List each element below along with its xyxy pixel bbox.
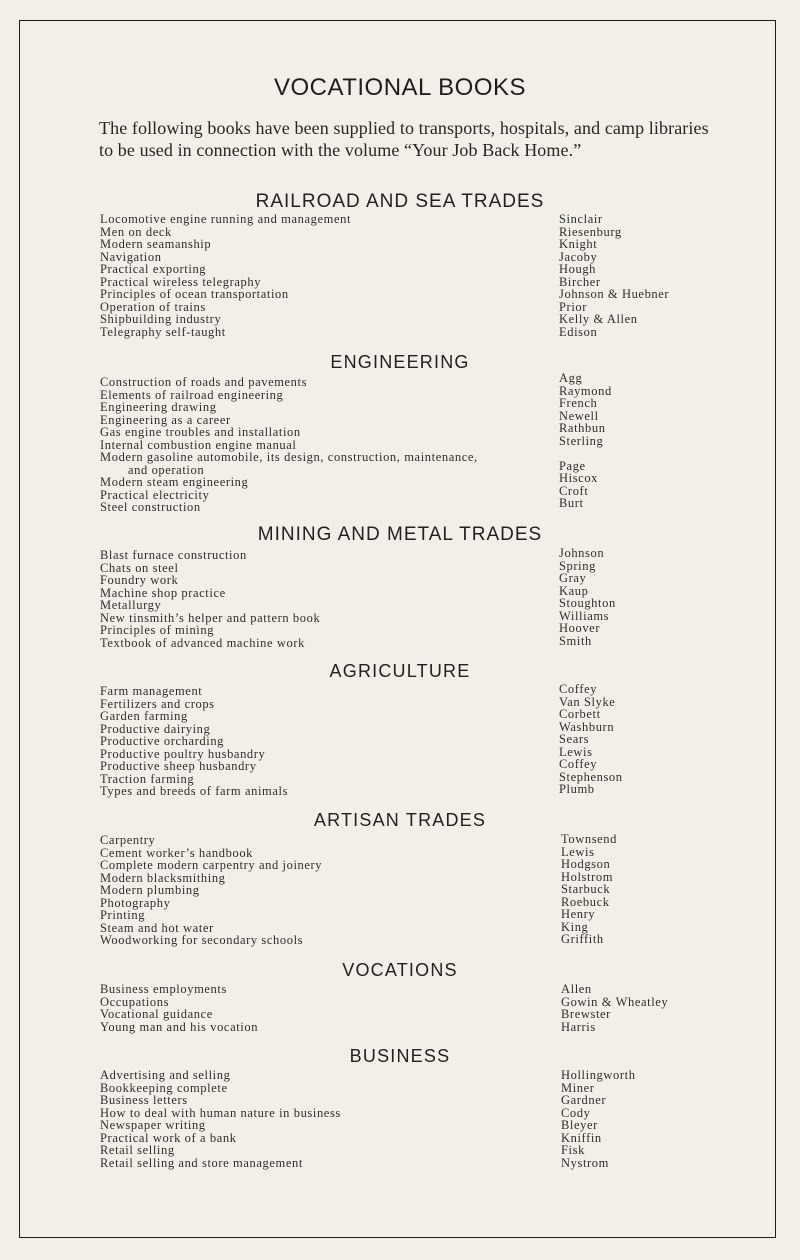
book-author: Johnson & Huebner [559, 287, 670, 301]
book-author: Hough [559, 262, 597, 276]
book-title-list [100, 1069, 540, 1169]
book-author: Corbett [559, 707, 601, 721]
book-author: Plumb [559, 782, 595, 796]
book-author: Van Slyke [559, 694, 616, 709]
book-author: Page [559, 458, 586, 473]
book-title: New tinsmith’s helper and pattern book [100, 610, 321, 625]
book-author: Kaup [559, 583, 589, 598]
book-title: Steel construction [100, 500, 201, 514]
book-title: Metallurgy [100, 598, 162, 612]
book-title: Advertising and selling [100, 1068, 231, 1082]
author-list [559, 547, 759, 647]
book-author: French [559, 396, 598, 410]
book-title: Modern steam engineering [100, 475, 249, 489]
book-title: Types and breeds of farm animals [100, 784, 289, 798]
book-title: Vocational guidance [100, 1007, 213, 1021]
book-author: Johnson [559, 546, 605, 560]
book-author: Agg [559, 371, 583, 385]
book-author: Griffith [561, 932, 604, 946]
book-title: Bookkeeping complete [100, 1080, 228, 1095]
book-title: Modern blacksmithing [100, 870, 226, 885]
book-title: Operation of trains [100, 299, 206, 314]
book-title: Locomotive engine running and management [100, 212, 352, 226]
book-title: Retail selling and store management [100, 1155, 303, 1170]
book-author: Brewster [561, 1007, 611, 1021]
intro-paragraph: The following books have been supplied to transports, hospitals, and camp libraries to be used in connection with the volume “Your Job Back Home.” [99, 118, 709, 160]
book-author: Croft [559, 483, 589, 498]
book-author: Kelly & Allen [559, 312, 638, 326]
book-author: Kniffin [561, 1130, 602, 1145]
section-heading-mining-and-metal-trades: MINING AND METAL TRADES [257, 524, 543, 545]
book-title-list [100, 549, 540, 649]
book-title: Elements of railroad engineering [100, 387, 284, 402]
section-heading-business: BUSINESS [349, 1046, 451, 1066]
book-author: Nystrom [561, 1155, 609, 1170]
book-author: Coffey [559, 757, 598, 771]
book-title: Machine shop practice [100, 585, 226, 600]
book-title: Productive orcharding [100, 734, 225, 748]
book-author: Prior [559, 299, 587, 314]
book-title: Productive sheep husbandry [100, 759, 257, 773]
book-author: Jacoby [559, 249, 598, 264]
author-list [559, 372, 759, 510]
book-author: Edison [559, 324, 598, 339]
book-title-list [100, 834, 540, 947]
book-author: Bleyer [561, 1118, 598, 1132]
book-author: Raymond [559, 383, 612, 398]
book-author: Williams [559, 608, 610, 623]
book-author: Newell [559, 408, 599, 423]
book-title-list [100, 213, 540, 338]
book-title: Farm management [100, 684, 203, 698]
book-title: Engineering drawing [100, 400, 217, 414]
book-author: Fisk [561, 1143, 585, 1157]
book-title: Woodworking for secondary schools [100, 933, 304, 947]
book-title: Young man and his vocation [100, 1019, 259, 1034]
book-author: Hodgson [561, 857, 611, 871]
book-title: Telegraphy self-taught [100, 324, 226, 339]
book-title: Newspaper writing [100, 1118, 206, 1132]
book-title: Construction of roads and pavements [100, 375, 308, 389]
book-title: How to deal with human nature in business [100, 1105, 341, 1120]
book-title: Gas engine troubles and installation [100, 425, 301, 439]
book-title: Internal combustion engine manual [100, 437, 297, 452]
book-author: Spring [559, 558, 596, 573]
book-title: Photography [100, 895, 171, 910]
book-author: Smith [559, 633, 592, 648]
book-title-list [100, 376, 500, 514]
book-title: Engineering as a career [100, 412, 231, 427]
book-author: Miner [561, 1080, 595, 1095]
book-author: Coffey [559, 682, 598, 696]
book-title: Principles of ocean transportation [100, 287, 289, 301]
book-title: Retail selling [100, 1143, 175, 1157]
book-author: Starbuck [561, 882, 611, 896]
book-author: Allen [561, 982, 592, 996]
book-author: Townsend [561, 832, 618, 846]
book-author: Lewis [559, 744, 593, 759]
book-author: Hoover [559, 621, 601, 635]
book-title: Business letters [100, 1093, 188, 1107]
book-title: Modern seamanship [100, 237, 212, 251]
book-author: Burt [559, 496, 584, 510]
book-title: Business employments [100, 982, 227, 996]
book-author: Lewis [561, 844, 595, 859]
page-title: VOCATIONAL BOOKS [273, 74, 527, 101]
book-title: Traction farming [100, 771, 195, 786]
book-title: Principles of mining [100, 623, 215, 637]
book-title-list [100, 685, 540, 798]
book-title: Men on deck [100, 224, 172, 239]
section-heading-engineering: ENGINEERING [330, 352, 470, 372]
book-author: Holstrom [561, 869, 614, 884]
book-title: Productive poultry husbandry [100, 746, 266, 761]
book-author: Sterling [559, 433, 604, 448]
book-author: Harris [561, 1019, 596, 1034]
book-author: Rathbun [559, 421, 606, 435]
book-title: Shipbuilding industry [100, 312, 222, 326]
book-author: Henry [561, 907, 596, 921]
author-list [559, 213, 759, 338]
book-author: Stephenson [559, 769, 623, 784]
section-heading-agriculture: AGRICULTURE [329, 661, 471, 681]
book-author: Riesenburg [559, 224, 622, 239]
book-author: Sears [559, 732, 590, 746]
author-list [561, 1069, 761, 1169]
author-list [559, 683, 759, 796]
book-author [559, 447, 759, 460]
book-author: Washburn [559, 719, 615, 734]
section-heading-railroad-and-sea-trades: RAILROAD AND SEA TRADES [255, 191, 545, 212]
book-author: Roebuck [561, 894, 610, 909]
book-title: Modern plumbing [100, 883, 200, 897]
book-title: Occupations [100, 994, 170, 1009]
book-author: Knight [559, 237, 598, 251]
book-title: Foundry work [100, 573, 179, 587]
book-author: Bircher [559, 274, 601, 289]
book-title-list [100, 983, 540, 1033]
book-title: Complete modern carpentry and joinery [100, 858, 323, 872]
author-list [561, 833, 761, 946]
book-author: Hollingworth [561, 1068, 636, 1082]
book-title: Productive dairying [100, 721, 211, 736]
book-title: Practical work of a bank [100, 1130, 237, 1145]
book-author: Gowin & Wheatley [561, 994, 669, 1009]
book-title: Garden farming [100, 709, 188, 723]
book-title: Blast furnace construction [100, 548, 247, 562]
book-author: Hiscox [559, 471, 599, 485]
book-author: Sinclair [559, 212, 603, 226]
book-author: Cody [561, 1105, 591, 1120]
book-title: Fertilizers and crops [100, 696, 215, 711]
book-title: Cement worker’s handbook [100, 845, 254, 860]
book-title: Practical wireless telegraphy [100, 274, 262, 289]
book-author: Stoughton [559, 596, 616, 610]
section-heading-artisan-trades: ARTISAN TRADES [313, 810, 487, 830]
author-list [561, 983, 761, 1033]
book-title: Steam and hot water [100, 920, 214, 935]
book-title: Chats on steel [100, 560, 179, 575]
book-title: Carpentry [100, 833, 156, 847]
book-title: Textbook of advanced machine work [100, 635, 305, 650]
book-title: Practical exporting [100, 262, 207, 276]
book-title: Modern gasoline automobile, its design, construction, maintenance, and operation [100, 450, 478, 477]
book-title: Printing [100, 908, 146, 922]
book-title: Practical electricity [100, 487, 210, 502]
book-author: King [561, 919, 589, 934]
book-title: Navigation [100, 249, 162, 264]
section-heading-vocations: VOCATIONS [342, 960, 458, 980]
book-author: Gray [559, 571, 587, 585]
book-author: Gardner [561, 1093, 607, 1107]
